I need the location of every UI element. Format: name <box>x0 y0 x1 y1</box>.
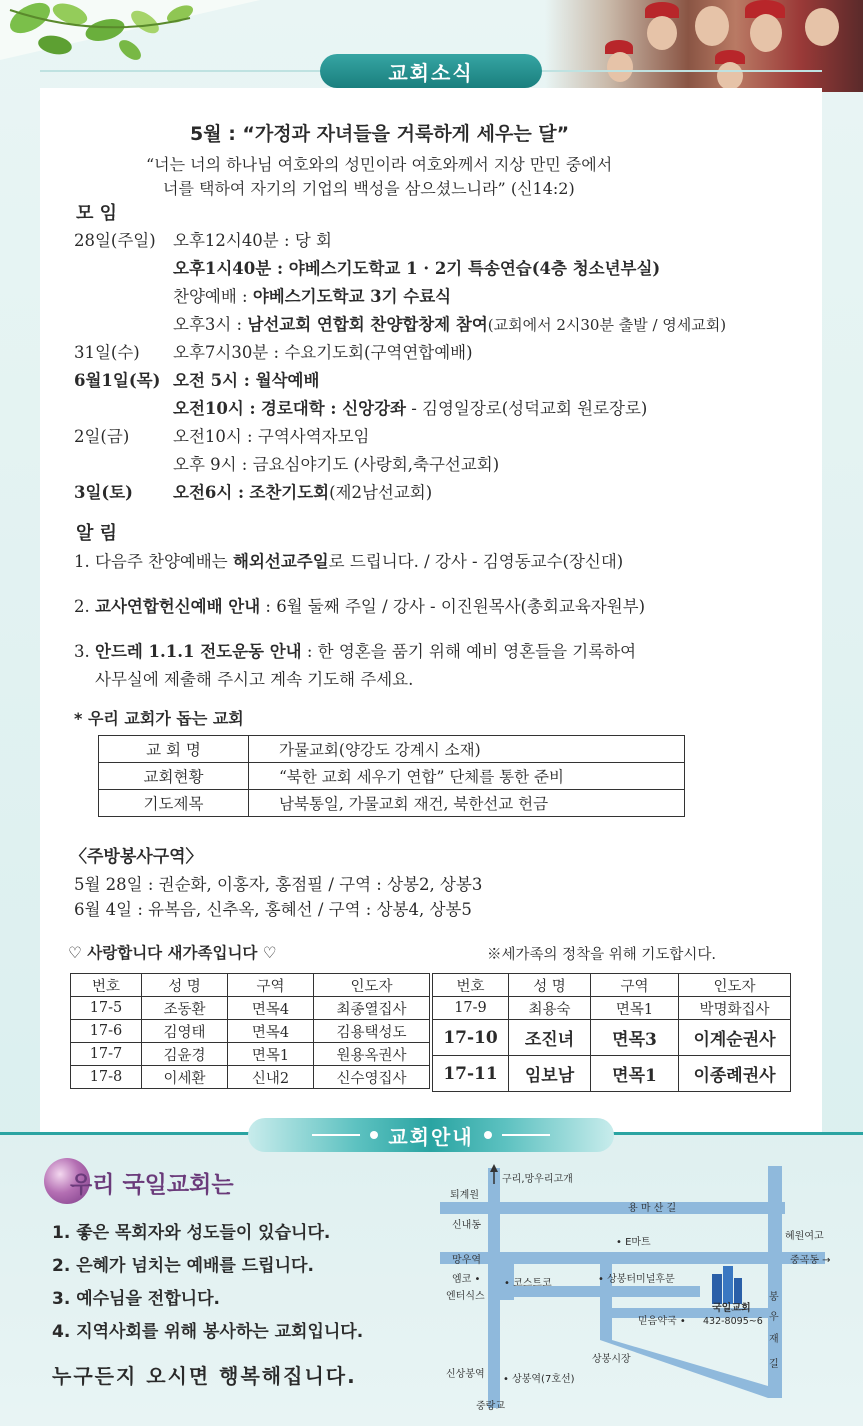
table-row: 17-10 조진녀 면목3 이계순권사 <box>433 1020 791 1056</box>
table-row: 17-8 이세환 신내2 신수영집사 <box>71 1066 430 1089</box>
map-label-entersix: 엔터식스 <box>446 1291 485 1302</box>
meeting-row: 오후 9시 : 금요심야기도 (사랑회,축구선교회) <box>173 455 500 474</box>
guide-item: 2. 은혜가 넘치는 예배를 드립니다. <box>52 1256 314 1276</box>
new-family-table-right <box>432 973 791 1092</box>
new-family-heading: ♡ 사랑합니다 새가족입니다 ♡ <box>68 944 277 962</box>
notices-heading: 알 림 <box>76 523 118 544</box>
meeting-row: 오전6시 : 조찬기도회(제2남선교회) <box>173 483 433 502</box>
table-row: 교 회 명 가물교회(양강도 강계시 소재) <box>99 736 685 763</box>
guide-item: 4. 지역사회를 위해 봉사하는 교회입니다. <box>52 1322 364 1342</box>
meeting-row: 찬양예배 : 야베스기도학교 3기 수료식 <box>173 287 452 306</box>
guide-title: 교회안내 <box>248 1118 614 1152</box>
supported-church-table <box>98 735 685 817</box>
new-family-note: ※세가족의 정착을 위해 기도합시다. <box>487 947 717 963</box>
map-label-terminal: • 상봉터미널후문 <box>598 1274 675 1285</box>
map-label-road-2: 우 <box>769 1312 779 1323</box>
map-label-pharmacy: 믿음약국 • <box>638 1316 686 1327</box>
guide-closing: 누구든지 오시면 행복해집니다. <box>52 1364 357 1388</box>
map-label-toegyewon: 퇴계원 <box>450 1190 479 1201</box>
section-title: 교회소식 <box>320 54 542 88</box>
meeting-row: 오전10시 : 경로대학 : 신앙강좌 - 김영일장로(성덕교회 원로장로) <box>173 399 648 418</box>
meeting-day: 31일(수) <box>74 343 140 362</box>
meeting-row: 오후12시40분 : 당 회 <box>173 231 332 250</box>
map-label-road-3: 재 <box>769 1334 779 1345</box>
verse-line-1: “너는 너의 하나님 여호와의 성민이라 여호와께서 지상 만민 중에서 <box>146 155 613 174</box>
map-label-hyewon: 혜원여고 <box>785 1231 824 1242</box>
map-label-costco: • 코스트코 <box>504 1278 552 1289</box>
map-label-junggok: 중곡동 → <box>790 1255 831 1266</box>
kitchen-heading: 〈주방봉사구역〉 <box>70 847 203 867</box>
map-label-sangbong-station: • 상봉역(7호선) <box>503 1374 575 1385</box>
guide-item: 1. 좋은 목회자와 성도들이 있습니다. <box>52 1223 331 1243</box>
map-label-road-1: 봉 <box>769 1292 779 1303</box>
church-building-icon <box>712 1266 742 1304</box>
verse-reference: (신14:2) <box>510 179 575 198</box>
christmas-photo <box>545 0 863 92</box>
meeting-row: 오후3시 : 남선교회 연합회 찬양합창제 참여(교회에서 2시30분 출발 / 영세교회) <box>173 315 727 334</box>
meeting-day: 3일(토) <box>74 483 133 502</box>
supported-church-heading: * 우리 교회가 돕는 교회 <box>74 709 244 728</box>
notice-3: 3. 안드레 1.1.1 전도운동 안내 : 한 영혼을 품기 위해 예비 영혼들을 기록하여 <box>74 642 637 661</box>
table-row: 17-11 임보남 면목1 이종례권사 <box>433 1056 791 1092</box>
map-label-church: 국일교회 <box>712 1303 751 1314</box>
table-row: 17-5 조동환 면목4 최종열집사 <box>71 997 430 1020</box>
map-label-market: 상봉시장 <box>592 1354 631 1365</box>
notice-3-line-2: 사무실에 제출해 주시고 계속 기도해 주세요. <box>95 670 414 689</box>
notice-1: 1. 다음주 찬양예배는 해외선교주일로 드립니다. / 강사 - 김영동교수(장신대) <box>74 552 624 571</box>
meeting-day: 2일(금) <box>74 427 130 446</box>
meeting-row: 오전10시 : 구역사역자모임 <box>173 427 370 446</box>
table-header-row: 번호 성 명 구역 인도자 <box>71 974 430 997</box>
guide-intro: 우리 국일교회는 <box>70 1172 234 1198</box>
meeting-row: 오전 5시 : 월삭예배 <box>173 371 320 390</box>
table-header-row: 번호 성 명 구역 인도자 <box>433 974 791 997</box>
map-label-guri: 구리,망우리고개 <box>502 1174 573 1185</box>
notice-2: 2. 교사연합헌신예배 안내 : 6월 둘째 주일 / 강사 - 이진원목사(총회교육자원부) <box>74 597 646 616</box>
map-label-phone: 432-8095~6 <box>703 1316 763 1327</box>
kitchen-line-2: 6월 4일 : 유복음, 신추옥, 홍혜선 / 구역 : 상봉4, 상봉5 <box>74 900 472 919</box>
map-label-emco: 엠코 • <box>452 1274 481 1285</box>
map-label-sinnae: 신내동 <box>452 1220 481 1231</box>
meeting-row: 오후7시30분 : 수요기도회(구역연합예배) <box>173 343 473 362</box>
map-label-sinsang: 신상봉역 <box>446 1369 485 1380</box>
map-label-emart: • E마트 <box>616 1237 651 1248</box>
map-label-yongmasan: 용 마 산 길 <box>628 1203 677 1214</box>
kitchen-line-1: 5월 28일 : 권순화, 이홍자, 홍점필 / 구역 : 상봉2, 상봉3 <box>74 875 483 894</box>
table-row: 기도제목 남북통일, 가물교회 재건, 북한선교 헌금 <box>99 790 685 817</box>
meeting-row: 오후1시40분 : 야베스기도학교 1 · 2기 특송연습(4층 청소년부실) <box>173 259 661 278</box>
table-row: 17-9 최용숙 면목1 박명화집사 <box>433 997 791 1020</box>
table-row: 17-7 김윤경 면목1 원용옥권사 <box>71 1043 430 1066</box>
verse-line-2: 너를 택하여 자기의 기업의 백성을 삼으셨느니라” (신14:2) <box>163 179 575 198</box>
map-label-mangu: 망우역 <box>452 1255 481 1266</box>
meeting-day: 6월1일(목) <box>74 371 161 390</box>
new-family-table-left <box>70 973 430 1089</box>
meetings-heading: 모 임 <box>76 203 118 224</box>
month-theme-title: 5월 : “가정과 자녀들을 거룩하게 세우는 달” <box>190 123 570 145</box>
leaves-decoration <box>0 0 260 90</box>
map-label-jungnang: 중랑교 <box>476 1401 505 1412</box>
table-row: 교회현황 “북한 교회 세우기 연합” 단체를 통한 준비 <box>99 763 685 790</box>
table-row: 17-6 김영태 면목4 김용택성도 <box>71 1020 430 1043</box>
map-label-road-4: 길 <box>769 1359 779 1370</box>
meeting-day: 28일(주일) <box>74 231 156 250</box>
guide-item: 3. 예수님을 전합니다. <box>52 1289 220 1309</box>
